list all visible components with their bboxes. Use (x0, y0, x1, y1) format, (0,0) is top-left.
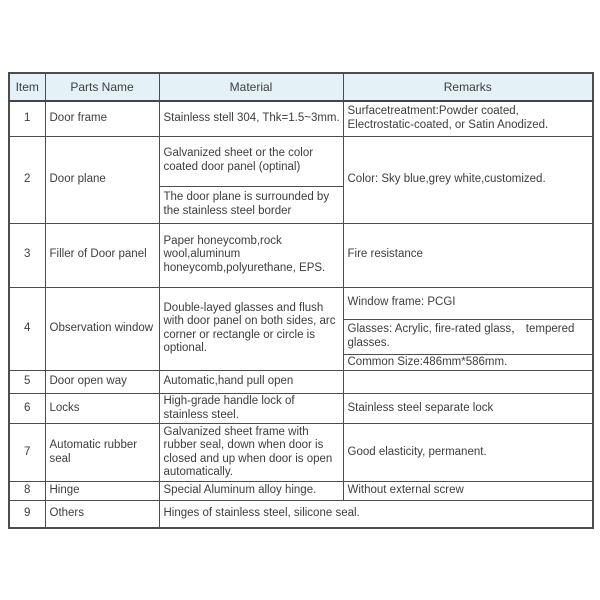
column-header-material: Material (159, 73, 343, 101)
item-number: 5 (9, 371, 45, 394)
table-row (9, 136, 593, 186)
table-row (9, 287, 593, 319)
material-cell: Paper honeycomb,rock wool,aluminum honeycomb,polyurethane, EPS. (159, 223, 343, 287)
parts-name-cell: Door open way (45, 371, 159, 394)
remarks-cell: Without external screw (343, 482, 593, 501)
parts-name-cell: Others (45, 501, 159, 528)
table-row (9, 482, 593, 501)
table-row (9, 424, 593, 482)
parts-name-cell: Automatic rubber seal (45, 424, 159, 482)
parts-name-cell: Filler of Door panel (45, 223, 159, 287)
header-row (9, 73, 593, 101)
table-row (9, 501, 593, 528)
item-number: 4 (9, 287, 45, 371)
material-cell: Stainless stell 304, Thk=1.5~3mm. (159, 101, 343, 136)
specification-table (8, 72, 594, 529)
item-number: 8 (9, 482, 45, 501)
remarks-cell: Surfacetreatment:Powder coated, Electrostatic-coated, or Satin Anodized. (343, 101, 593, 136)
item-number: 2 (9, 136, 45, 223)
parts-name-cell: Locks (45, 394, 159, 424)
column-header-remarks: Remarks (343, 73, 593, 101)
material-cell-top: Galvanized sheet or the color coated door panel (optinal) (159, 136, 343, 186)
remarks-cell: Color: Sky blue,grey white,customized. (343, 136, 593, 223)
parts-name-cell: Observation window (45, 287, 159, 371)
material-cell: Galvanized sheet frame with rubber seal, down when door is closed and up when door is open automatically. (159, 424, 343, 482)
parts-name-cell: Door frame (45, 101, 159, 136)
remarks-cell-top: Window frame: PCGI (343, 287, 593, 319)
table-row (9, 371, 593, 394)
parts-name-cell: Door plane (45, 136, 159, 223)
material-cell: Automatic,hand pull open (159, 371, 343, 394)
specification-table-container (8, 72, 592, 529)
column-header-parts-name: Parts Name (45, 73, 159, 101)
table-row (9, 101, 593, 136)
table-row (9, 394, 593, 424)
remarks-cell: Stainless steel separate lock (343, 394, 593, 424)
remarks-cell: Good elasticity, permanent. (343, 424, 593, 482)
item-number: 3 (9, 223, 45, 287)
material-cell-bottom: The door plane is surrounded by the stainless steel border (159, 186, 343, 223)
item-number: 1 (9, 101, 45, 136)
remarks-cell: Fire resistance (343, 223, 593, 287)
material-cell: High-grade handle lock of stainless steel. (159, 394, 343, 424)
material-cell: Special Aluminum alloy hinge. (159, 482, 343, 501)
material-remarks-merged-cell: Hinges of stainless steel, silicone seal. (159, 501, 593, 528)
remarks-cell-empty (343, 371, 593, 394)
column-header-item: Item (9, 73, 45, 101)
remarks-cell-middle: Glasses: Acrylic, fire-rated glass， tempered glasses. (343, 319, 593, 354)
parts-name-cell: Hinge (45, 482, 159, 501)
item-number: 9 (9, 501, 45, 528)
table-row (9, 223, 593, 287)
material-cell: Double-layed glasses and flush with door panel on both sides, arc corner or rectangle or circle is optional. (159, 287, 343, 371)
item-number: 6 (9, 394, 45, 424)
item-number: 7 (9, 424, 45, 482)
remarks-cell-bottom: Common Size:486mm*586mm. (343, 354, 593, 371)
